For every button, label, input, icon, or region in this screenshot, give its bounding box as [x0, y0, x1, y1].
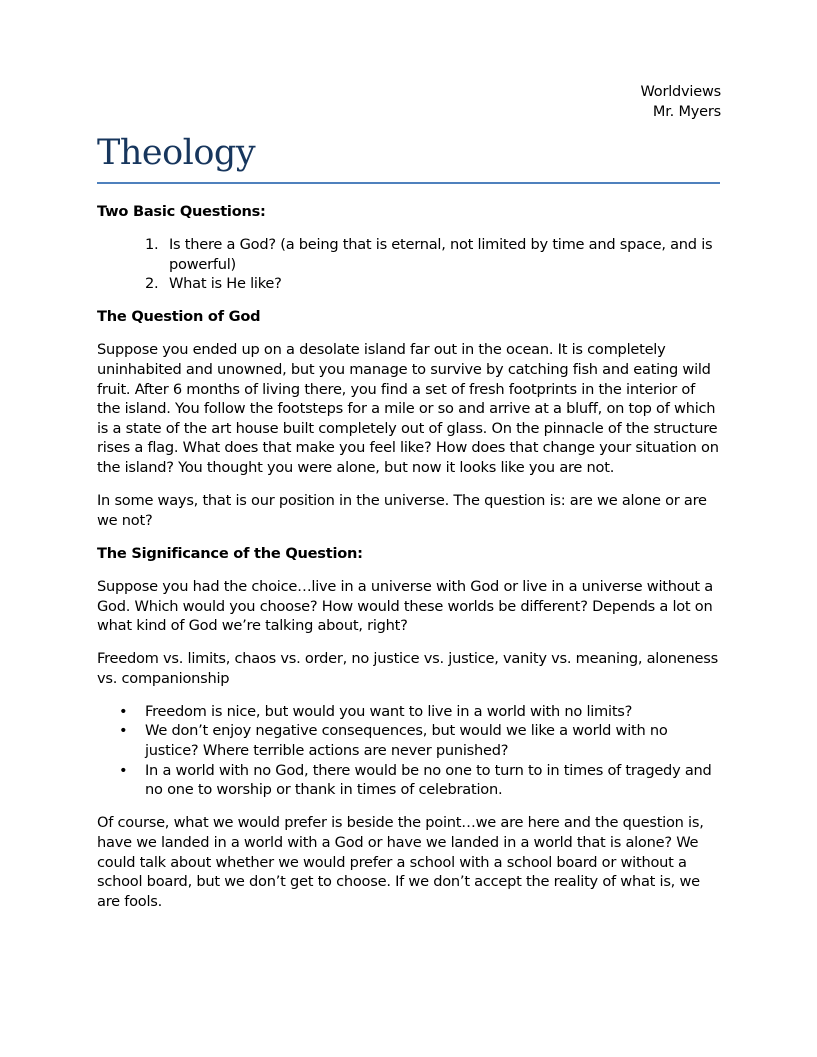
paragraph-contrasts: Freedom vs. limits, chaos vs. order, no justice vs. justice, vanity vs. meaning, aloneness vs. companionship: [97, 650, 718, 687]
list-item: [97, 761, 721, 800]
paragraph-closing: Of course, what we would prefer is beside the point…we are here and the question is, have we landed in a world with a God or have we landed in a world that is alone? We could talk about whether we would prefer a school with a school board or without a school board, but we don’t get to choose. If we don’t accept the reality of what is, we are fools.: [97, 814, 704, 910]
document-title: Theology: [97, 133, 256, 173]
bullet-icon: •: [119, 702, 128, 720]
list-item: [97, 235, 721, 274]
section-heading-significance: The Significance of the Question:: [97, 544, 363, 562]
section-heading-basic-questions: Two Basic Questions:: [97, 203, 266, 220]
list-item-text: Freedom is nice, but would you want to live in a world with no limits?: [145, 702, 633, 720]
document-header: [641, 83, 722, 122]
bullet-icon: •: [119, 761, 128, 779]
list-item: [97, 702, 721, 722]
list-item-text: What is He like?: [169, 275, 282, 293]
section-heading-question-of-god: The Question of God: [97, 308, 261, 326]
paragraph-choice: Suppose you had the choice…live in a universe with God or live in a universe without a God. Which would you choose? How would these worlds be different? Depends a lot on what kind of God we’re talking about, right?: [97, 577, 713, 635]
list-number: 2.: [145, 275, 159, 293]
title-divider: [97, 182, 720, 184]
list-item: [97, 721, 721, 760]
bullet-icon: •: [119, 722, 128, 740]
list-item-text: We don’t enjoy negative consequences, but would we like a world with no justice? Where terrible actions are never punished?: [145, 722, 668, 760]
basic-questions-list: [97, 235, 721, 294]
paragraph-island: Suppose you ended up on a desolate island far out in the ocean. It is completely uninhabited and unowned, but you manage to survive by catching fish and eating wild fruit. After 6 months of living there, you find a set of fresh footprints in the interior of the island. You follow the footsteps for a mile or so and arrive at a bluff, on top of which is a state of the art house built completely out of glass. On the pinnacle of the structure rises a flag. What does that make you feel like? How does that change your situation on the island? You thought you were alone, but now it looks like you are not.: [97, 341, 719, 477]
paragraph-universe: In some ways, that is our position in the universe. The question is: are we alone or are we not?: [97, 492, 707, 529]
list-item-text: Is there a God? (a being that is eternal, not limited by time and space, and is powerful): [169, 236, 713, 273]
course-name: Worldviews: [640, 84, 721, 100]
list-number: 1.: [145, 236, 159, 254]
significance-bullet-list: [97, 702, 721, 800]
document-body: [97, 202, 721, 925]
list-item-text: In a world with no God, there would be no one to turn to in times of tragedy and no one to worship or thank in times of celebration.: [145, 761, 712, 799]
teacher-name: Mr. Myers: [652, 103, 721, 120]
list-item: [97, 274, 721, 294]
